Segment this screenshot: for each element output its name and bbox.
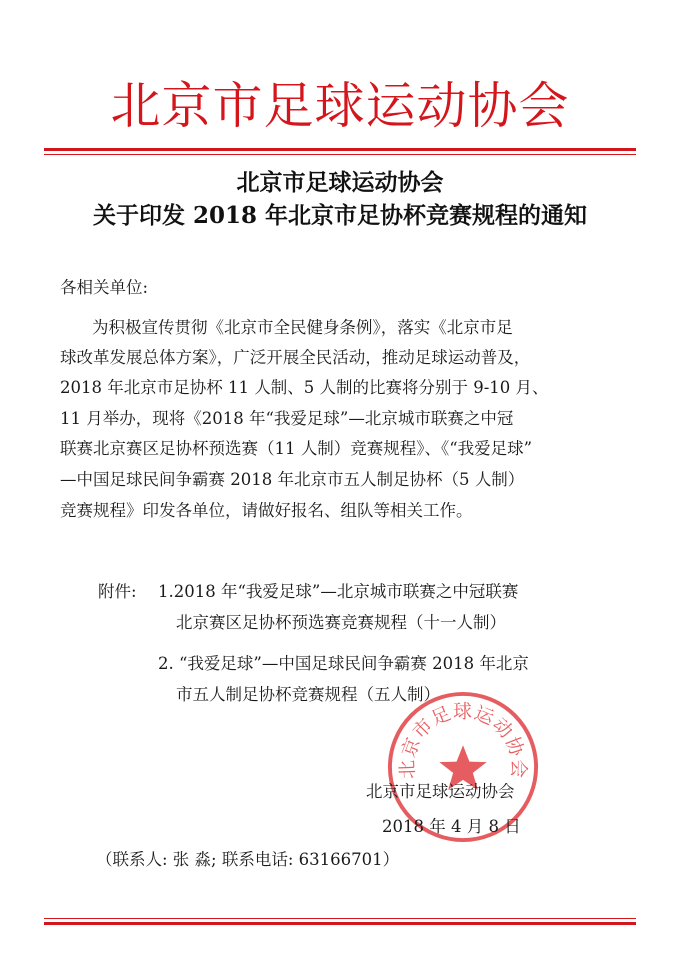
signature-date: 2018 年 4 月 8 日: [382, 817, 521, 836]
footer-rule-thick: [44, 922, 636, 925]
contact-info: （联系人: 张 淼; 联系电话: 63166701）: [96, 850, 400, 869]
attachment-1-line-2: 北京赛区足协杯预选赛竞赛规程（十一人制）: [176, 613, 506, 632]
body-line-2: 球改革发展总体方案》，广泛开展全民活动，推动足球运动普及，: [60, 348, 531, 367]
body-line-7: 竞赛规程》印发各单位，请做好报名、组队等相关工作。: [60, 501, 473, 520]
body-line-3: 2018 年北京市足协杯 11 人制、5 人制的比赛将分别于 9-10 月、: [60, 378, 549, 397]
body-line-1: 为积极宣传贯彻《北京市全民健身条例》，落实《北京市足: [92, 318, 513, 337]
salutation: 各相关单位:: [60, 278, 149, 297]
footer-rule-thin: [44, 918, 636, 919]
attachment-2-line-2: 市五人制足协杯竞赛规程（五人制）: [176, 685, 440, 704]
attachments-label: 附件:: [98, 582, 137, 601]
document-title-line-2: 关于印发 2018 年北京市足协杯竞赛规程的通知: [92, 202, 588, 229]
letterhead-rule-thick: [44, 148, 636, 151]
signature-org: 北京市足球运动协会: [366, 782, 515, 801]
letterhead-rule-thin: [44, 154, 636, 155]
document-title-line-1: 北京市足球运动协会: [236, 169, 444, 196]
attachment-2-line-1: 2. “我爱足球”—中国足球民间争霸赛 2018 年北京: [158, 654, 529, 673]
seal-text: 北京市足球运动协会: [397, 701, 529, 780]
body-line-5: 联赛北京赛区足协杯预选赛（11 人制）竞赛规程》、《“我爱足球”: [60, 439, 533, 458]
attachment-1-line-1: 1.2018 年“我爱足球”—北京城市联赛之中冠联赛: [158, 582, 519, 601]
body-line-6: —中国足球民间争霸赛 2018 年北京市五人制足协杯（5 人制）: [60, 470, 525, 489]
body-line-4: 11 月举办，现将《2018 年“我爱足球”—北京城市联赛之中冠: [60, 409, 514, 428]
letterhead-title: 北京市足球运动协会: [110, 77, 570, 135]
